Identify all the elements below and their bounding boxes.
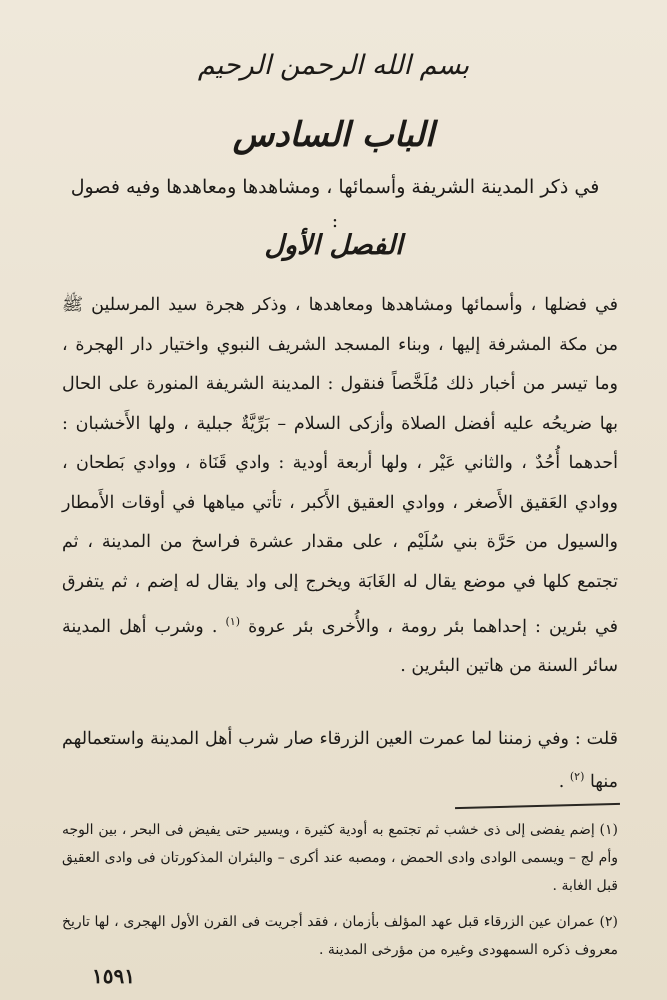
paragraph-2 bbox=[62, 720, 618, 801]
second-paragraph bbox=[62, 720, 618, 801]
footnote-ref-2: (٢) bbox=[569, 770, 585, 783]
paragraph-2-end: . bbox=[558, 771, 565, 792]
footnote-ref-1: (١) bbox=[225, 615, 240, 628]
page-number: ١٥٩١ bbox=[92, 964, 135, 988]
basmala-heading: بسم الله الرحمن الرحيم bbox=[197, 50, 470, 81]
footnotes bbox=[62, 816, 618, 964]
chapter-title: الباب السادس bbox=[232, 115, 435, 155]
paragraph-1 bbox=[62, 286, 618, 687]
paragraph-2-text: قلت : وفي زمننا لما عمرت العين الزرقاء صار شرب أهل المدينة واستعمالهم منها bbox=[62, 729, 618, 792]
footnote-1: (١) إضم يفضى إلى ذى خشب ثم تجتمع به أودية كثيرة ، ويسير حتى يفيض فى البحر ، بين الوجه وأم لج – ويسمى الوادى وادى الحمض ، ومصبه عند أكرى – والبئران المذكورتان فى وادى العقيق قبل الغابة . bbox=[62, 822, 618, 894]
chapter-subtitle: في ذكر المدينة الشريفة وأسمائها ، ومشاهدها ومعاهدها وفيه فصول : bbox=[70, 176, 600, 232]
main-paragraph bbox=[62, 286, 618, 687]
section-title: الفصل الأول bbox=[264, 230, 403, 261]
paragraph-1-text: في فضلها ، وأسمائها ومشاهدها ومعاهدها ، وذكر هجرة سيد المرسلين ﷺ من مكة المشرفة إليها ، وبناء المسجد الشريف النبوي واختيار دار الهجرة ، وما تيسر من أخبار ذلك مُلَخَّصاً فنقول : المدينة الشريفة المنورة على الحال بها ضريحُه عليه أفضل الصلاة وأزكى السلام – بَرِّيَّةٌ جبلية ، ولها الأَخشبان : أحدهما أُحُدٌ ، والثاني عَيْر ، ولها أربعة أودية : وادي قَنَاة ، ووادي بَطحان ، ووادي العَقيق الأَصغر ، ووادي العقيق الأَكبر ، تأتي مياهها في أوقات الأَمطار والسيول من حَرَّة بني سُلَيْم ، على مقدار عشرة فراسخ من المدينة ، ثم تجتمع كلها في موضع يقال له الغَابَة ويخرج إلى واد يقال له إضم ، ثم يتفرق في بئرين : إحداهما بئر رومة ، والأُخرى بئر عروة bbox=[62, 295, 619, 637]
footnote-divider bbox=[455, 803, 620, 809]
paragraph-1-end: . وشرب أهل المدينة سائر السنة من هاتين البئرين . bbox=[62, 616, 618, 677]
footnote-2: (٢) عمران عين الزرقاء قبل عهد المؤلف بأزمان ، فقد أجريت فى القرن الأول الهجرى ، لها تاريخ معروف ذكره السمهودى وغيره من مؤرخى المدينة . bbox=[62, 914, 618, 958]
